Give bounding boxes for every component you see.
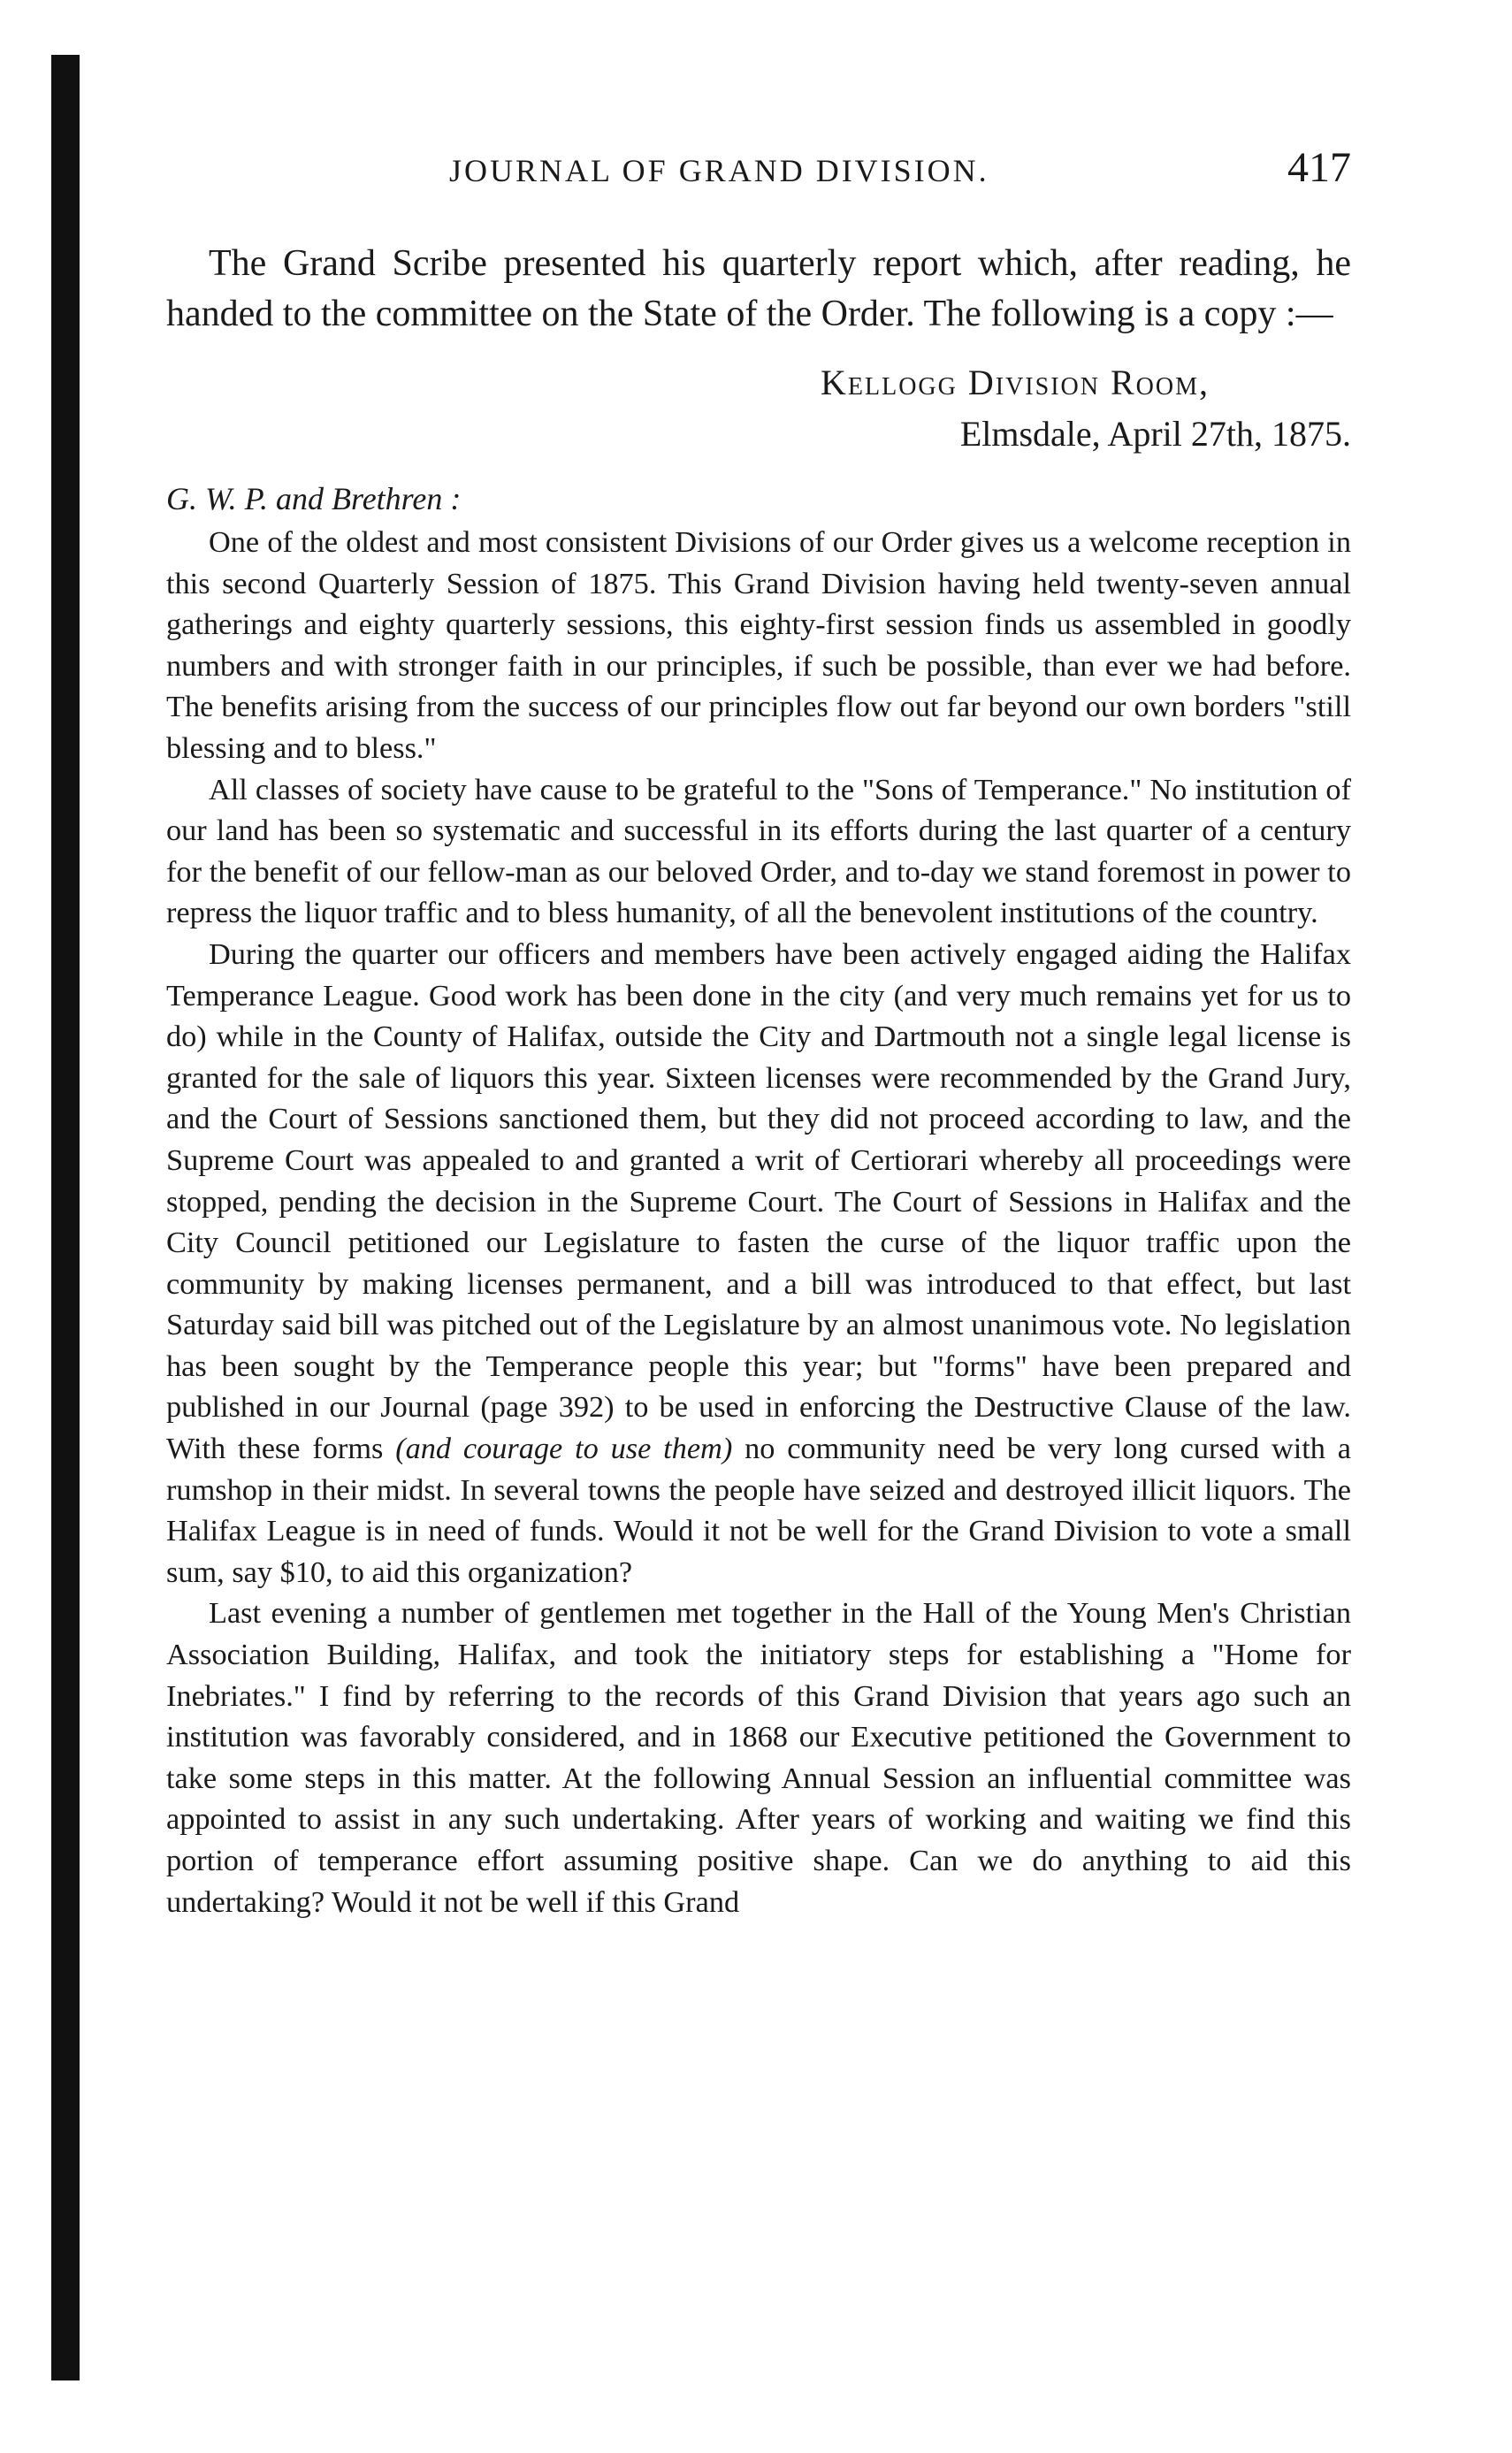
letter-room: Kellogg Division Room,: [821, 363, 1210, 402]
letter-place-date: Elmsdale, April 27th, 1875.: [959, 414, 1351, 454]
journal-page: [166, 133, 1351, 1922]
paragraph-home-for-inebriates: Last evening a number of gentlemen met together in the Hall of the Young Men's Christian Association Building, Halifax, and took the initiatory steps for establishing a "Home for Inebriates." I find by referring to the records of this Grand Division that years ago such an institution was favorably considered, and in 1868 our Executive petitioned the Government to take some steps in this matter. At the following Annual Session an influential committee was appointed to assist in any such undertaking. After years of working and waiting we find this portion of temperance effort assuming positive shape. Can we do anything to aid this undertaking? Would it not be well if this Grand: [166, 1596, 1351, 1919]
paragraph-divisions: One of the oldest and most consistent Divisions of our Order gives us a welcome reception in this second Quarterly Session of 1875. This Grand Division having held twenty-seven annual gatherings and eighty quarterly sessions, this eighty-first session finds us assembled in goodly numbers and with stronger faith in our principles, if such be possible, than ever we had before. The benefits arising from the success of our principles flow out far beyond our own borders "still blessing and to bless.": [166, 525, 1351, 765]
page-number: 417: [1287, 144, 1351, 191]
paragraph-halifax-text-a: During the quarter our officers and members have been actively engaged aiding the Halifax Temperance League. Good work has been done in the city (and very much remains yet for us to do) while in the County of Halifax, outside the City and Dartmouth not a single legal license is granted for the sale of liquors this year. Sixteen licenses were recommended by the Grand Jury, and the Court of Sessions sanctioned them, but they did not proceed according to law, and the Supreme Court was appealed to and granted a writ of Certiorari whereby all proceedings were stopped, pending the decision in the Supreme Court. The Court of Sessions in Halifax and the City Council petitioned our Legislature to fasten the curse of the liquor traffic upon the community by making licenses permanent, and a bill was introduced to that effect, but last Saturday said bill was pitched out of the Legislature by an almost unanimous vote. No legislation has been sought by the Temperance people this year; but "forms" have been prepared and published in our Journal (page 392) to be used in enforcing the Destructive Clause of the law. With these forms: [166, 936, 1351, 1466]
paragraph-halifax-text-b: no community need be very long cursed with a rumshop in their midst. In several towns the people have seized and destroyed illicit liquors. The Halifax League is in need of funds. Would it not be well for the Grand Division to vote a small sum, say $10, to aid this organization?: [166, 1432, 1351, 1589]
running-head: [166, 133, 1351, 212]
intro-paragraph: The Grand Scribe presented his quarterly report which, after reading, he handed to the committee on the State of the Order. The following is a copy :—: [166, 243, 1351, 334]
letter-address: [166, 357, 1351, 460]
paragraph-halifax-league: [166, 934, 1351, 1593]
letter-salutation: G. W. P. and Brethren :: [166, 481, 462, 516]
paragraph-halifax-italic: (and courage to use them): [395, 1432, 733, 1466]
running-title: JOURNAL OF GRAND DIVISION.: [449, 153, 989, 188]
paragraph-classes-of-society: All classes of society have cause to be grateful to the "Sons of Temperance." No institution of our land has been so systematic and successful in its efforts during the last quarter of a century for the benefit of our fellow-man as our beloved Order, and to-day we stand foremost in power to repress the liquor traffic and to bless humanity, of all the benevolent institutions of the country.: [166, 772, 1351, 930]
book-binding-edge: [51, 55, 80, 2380]
